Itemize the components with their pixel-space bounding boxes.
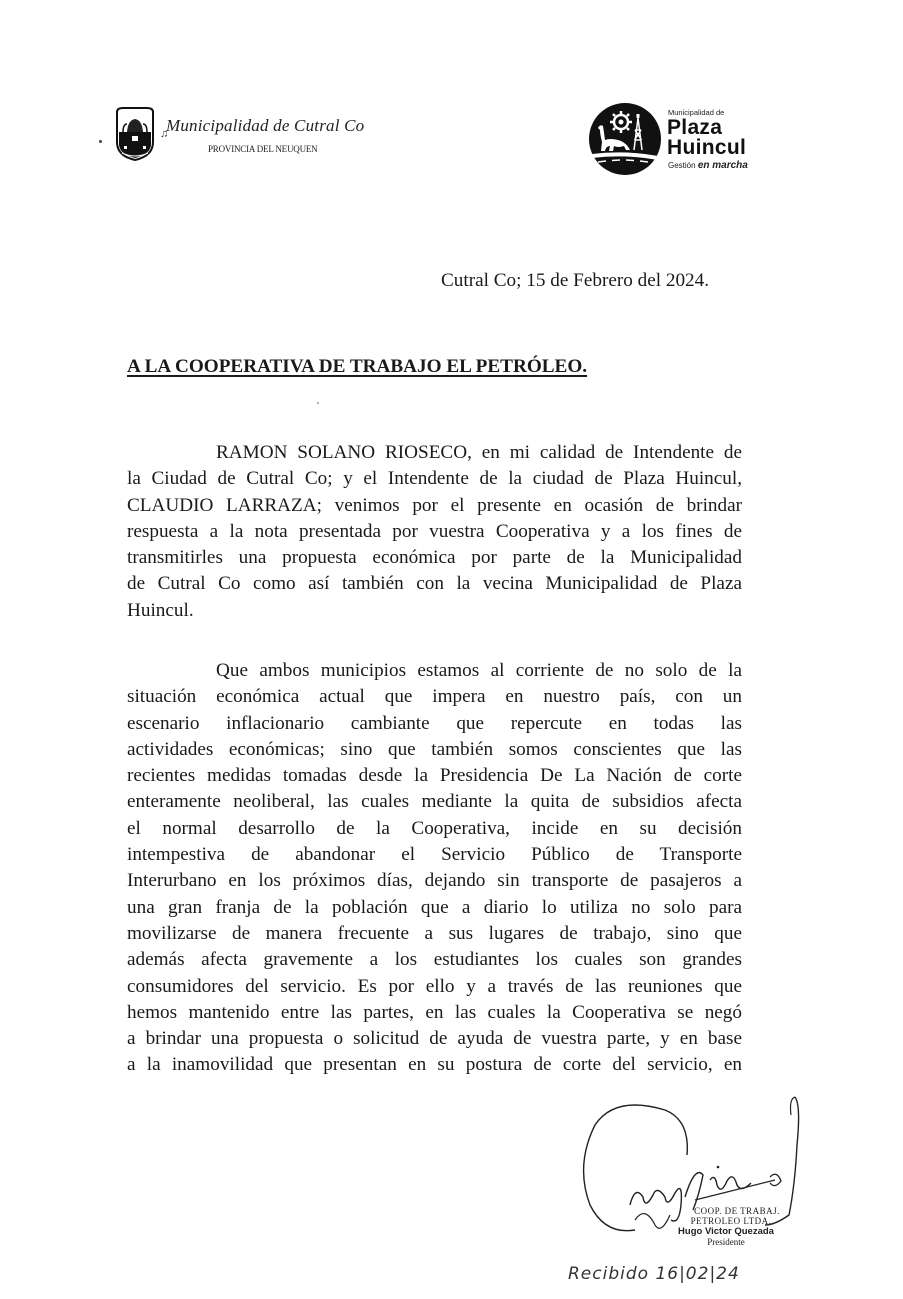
paragraph-line: a la inamovilidad que presentan en su postura de corte del servicio, en xyxy=(127,1054,742,1076)
institution-name: Municipalidad de Cutral Co xyxy=(166,116,365,135)
paragraph-line: a brindar una propuesta o solicitud de ayuda de vuestra parte, y en base xyxy=(127,1028,742,1050)
paragraph-line: consumidores del servicio. Es por ello y a través de las reuniones que xyxy=(127,975,742,997)
paragraph-line: enteramente neoliberal, las cuales mediante la quita de subsidios afecta xyxy=(127,791,742,813)
stamp-line-1: COOP. DE TRABAJ. xyxy=(694,1206,780,1216)
municipal-crest-icon xyxy=(113,106,157,162)
paragraph-line: situación económica actual que impera en nuestro país, con un xyxy=(127,686,742,708)
letter-date: Cutral Co; 15 de Febrero del 2024. xyxy=(441,270,710,291)
decorative-dot xyxy=(99,140,102,143)
stamp-signer-title: Presidente xyxy=(707,1237,745,1247)
cooperative-stamp xyxy=(656,1206,796,1247)
stamp-signer-name: Hugo Victor Quezada xyxy=(678,1226,774,1237)
letter-addressee: A LA COOPERATIVA DE TRABAJO EL PETRÓLEO. xyxy=(127,356,588,377)
paragraph-line: hemos mantenido entre las partes, en las cuales la Cooperativa se negó xyxy=(127,1001,742,1023)
paragraph-line: RAMON SOLANO RIOSECO, en mi calidad de Intendente de xyxy=(216,442,742,463)
paragraph-line: de Cutral Co como así también con la vecina Municipalidad de Plaza xyxy=(127,573,742,595)
tagline-emphasis: en marcha xyxy=(697,160,748,171)
paragraph-line: recientes medidas tomadas desde la Presidencia De La Nación de corte xyxy=(127,765,742,787)
paragraph-line: respuesta a la nota presentada por vuestra Cooperativa y a los fines de xyxy=(127,520,742,542)
municipality-name-line2: Huincul xyxy=(667,136,747,159)
paragraph-line: una gran franja de la población que a diario lo utiliza no solo para xyxy=(127,896,742,918)
letter-paragraph-1 xyxy=(127,440,742,624)
province-name: PROVINCIA DEL NEUQUEN xyxy=(208,144,318,154)
received-note: Recibido 16|02|24 xyxy=(568,1264,740,1284)
paragraph-line: Interurbano en los próximos días, dejando sin transporte de pasajeros a xyxy=(127,870,742,892)
paragraph-line: el normal desarrollo de la Cooperativa, incide en su decisión xyxy=(127,817,742,839)
paragraph-line: la Ciudad de Cutral Co; y el Intendente de la ciudad de Plaza Huincul, xyxy=(127,468,742,490)
stamp-line-2: PETROLEO LTDA. xyxy=(690,1216,772,1226)
municipality-name-line1: Plaza xyxy=(667,116,723,139)
paragraph-line: Que ambos municipios estamos al corriente de no solo de la xyxy=(216,660,742,681)
tagline-prefix: Gestión xyxy=(668,161,696,170)
paragraph-line: actividades económicas; sino que también somos conscientes que las xyxy=(127,738,742,760)
paragraph-line: Huincul. xyxy=(127,599,194,621)
municipality-prefix: Municipalidad de xyxy=(668,108,725,117)
paragraph-line: movilizarse de manera frecuente a sus lugares de trabajo, sino que xyxy=(127,922,742,944)
paragraph-line: transmitirles una propuesta económica por parte de la Municipalidad xyxy=(127,547,742,569)
municipality-tagline xyxy=(668,160,748,171)
paragraph-line: intempestiva de abandonar el Servicio Público de Transporte xyxy=(127,844,742,866)
scan-speck xyxy=(317,402,319,404)
paragraph-line: escenario inflacionario cambiante que repercute en todas las xyxy=(127,712,742,734)
music-notes-icon: ♫ xyxy=(160,128,169,140)
paragraph-line: CLAUDIO LARRAZA; venimos por el presente en ocasión de brindar xyxy=(127,494,742,516)
letter-paragraph-2 xyxy=(127,658,742,1079)
paragraph-line: además afecta gravemente a los estudiantes los cuales son grandes xyxy=(127,949,742,971)
plaza-huincul-logo-icon xyxy=(588,102,662,176)
